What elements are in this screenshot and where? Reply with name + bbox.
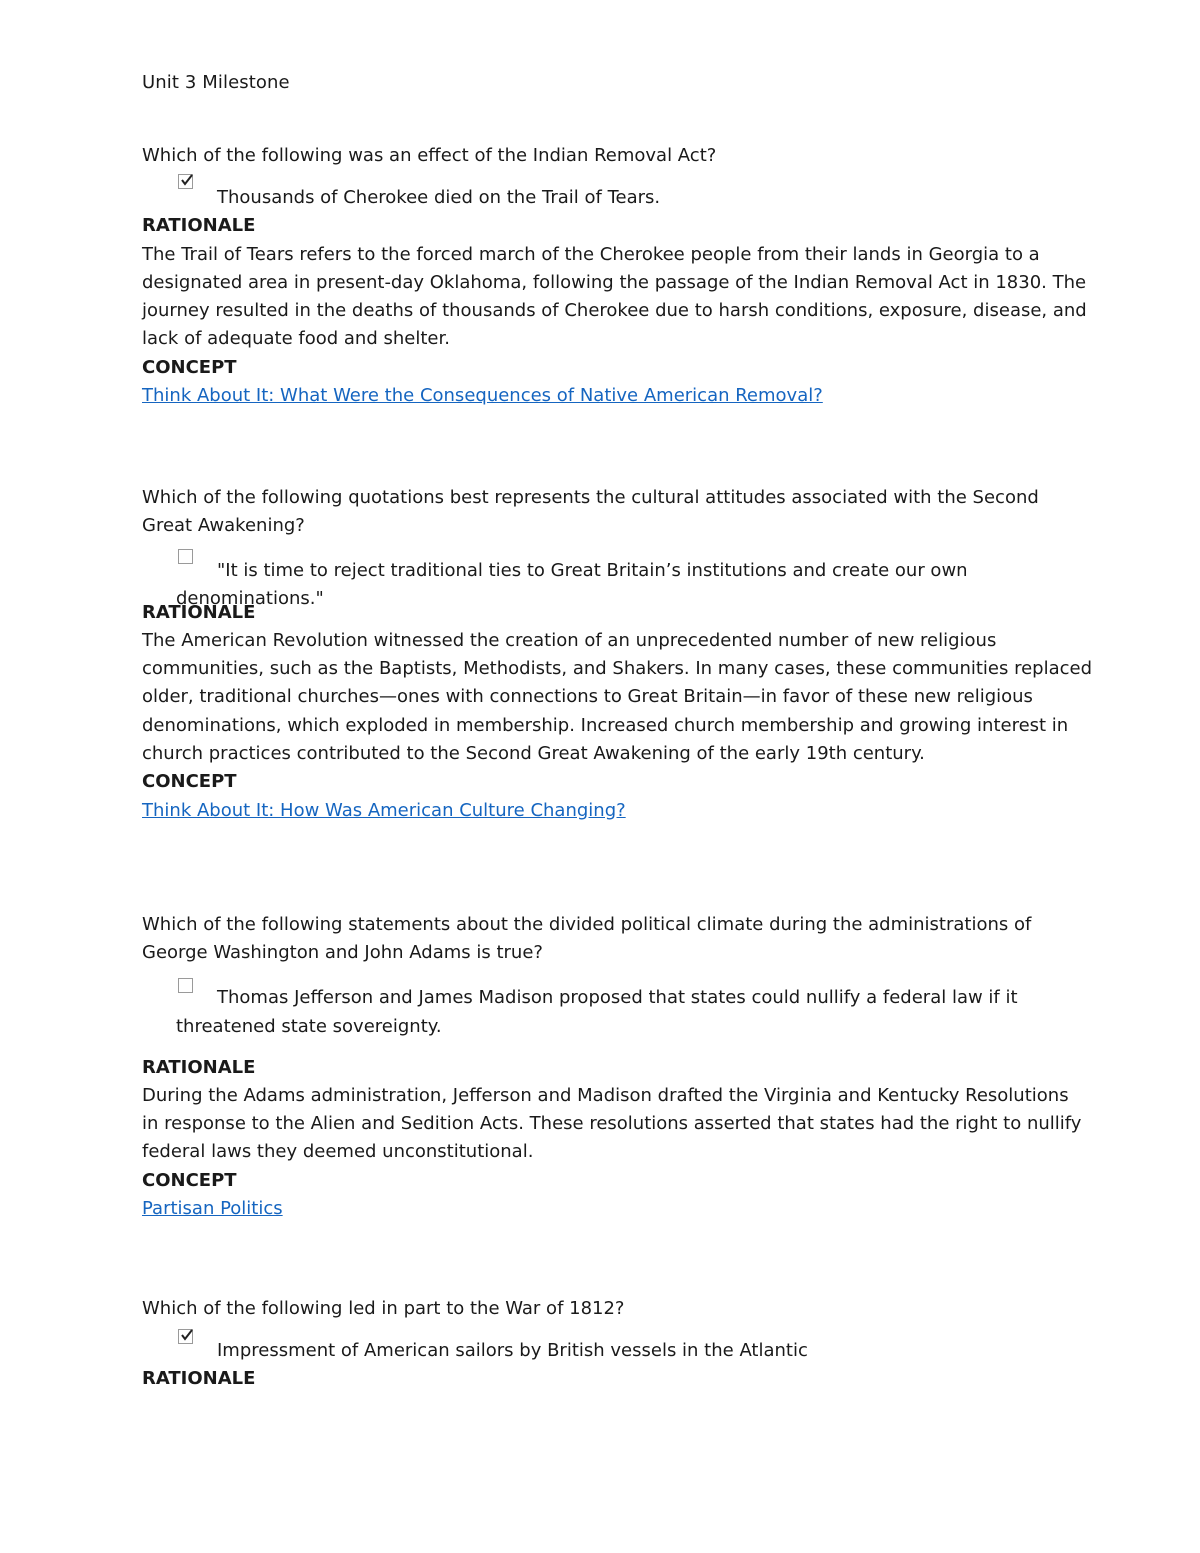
answer-text: Impressment of American sailors by British vessels in the Atlantic: [217, 1340, 808, 1362]
concept-link[interactable]: Partisan Politics: [142, 1198, 283, 1220]
concept-link[interactable]: Think About It: How Was American Culture Changing?: [142, 799, 626, 821]
question-block-1: [142, 142, 1087, 410]
checkbox-unchecked-icon[interactable]: [178, 978, 193, 993]
rationale-line: church practices contributed to the Second Great Awakening of the early 19th century.: [142, 743, 925, 765]
question-prompt-line: Which of the following was an effect of the Indian Removal Act?: [142, 145, 717, 166]
answer-text: Thomas Jefferson and James Madison proposed that states could nullify a federal law if it: [217, 986, 1018, 1008]
answer-text: denominations.": [176, 587, 324, 609]
checkbox-checked-icon[interactable]: [178, 1329, 193, 1344]
concept-label: CONCEPT: [142, 356, 237, 378]
answer-text: threatened state sovereignty.: [176, 1015, 442, 1037]
document-title: Unit 3 Milestone: [142, 72, 290, 93]
checkbox-unchecked-icon[interactable]: [178, 549, 193, 564]
rationale-line: The American Revolution witnessed the creation of an unprecedented number of new religious: [142, 629, 997, 651]
question-block-4: [142, 1295, 1062, 1394]
rationale-label: RATIONALE: [142, 601, 256, 623]
rationale-label: RATIONALE: [142, 215, 256, 237]
question-prompt-line: Great Awakening?: [142, 515, 305, 537]
checkbox-checked-icon[interactable]: [178, 174, 193, 189]
concept-link[interactable]: Think About It: What Were the Consequences of Native American Removal?: [142, 385, 823, 407]
concept-label: CONCEPT: [142, 771, 237, 793]
question-prompt-line: Which of the following led in part to the War of 1812?: [142, 1298, 625, 1319]
answer-text: Thousands of Cherokee died on the Trail of Tears.: [217, 187, 661, 209]
rationale-line: designated area in present-day Oklahoma, following the passage of the Indian Removal Act in 1830. The: [142, 271, 1087, 293]
rationale-line: in response to the Alien and Sedition Acts. These resolutions asserted that states had the right to nullify: [142, 1113, 1082, 1135]
rationale-line: denominations, which exploded in membership. Increased church membership and growing interest in: [142, 714, 1069, 736]
rationale-line: The Trail of Tears refers to the forced march of the Cherokee people from their lands in Georgia to a: [142, 243, 1040, 265]
answer-text: "It is time to reject traditional ties to Great Britain’s institutions and create our own: [217, 559, 968, 581]
answer-option: [142, 1323, 1062, 1362]
rationale-label: RATIONALE: [142, 1368, 256, 1390]
question-prompt-line: Which of the following statements about the divided political climate during the administrations of: [142, 914, 1032, 935]
answer-option: [142, 968, 1062, 1052]
rationale-line: older, traditional churches—ones with connections to Great Britain—in favor of these new religious: [142, 686, 1033, 708]
concept-label: CONCEPT: [142, 1169, 237, 1191]
rationale-line: During the Adams administration, Jefferson and Madison drafted the Virginia and Kentucky Resolutions: [142, 1084, 1069, 1106]
question-prompt-line: Which of the following quotations best represents the cultural attitudes associated with the Second: [142, 487, 1039, 508]
question-block-2: [142, 484, 1093, 825]
rationale-line: communities, such as the Baptists, Methodists, and Shakers. In many cases, these communities replaced: [142, 658, 1093, 680]
rationale-line: federal laws they deemed unconstitutional.: [142, 1141, 534, 1163]
answer-option: [142, 170, 1062, 209]
rationale-label: RATIONALE: [142, 1056, 256, 1078]
rationale-line: journey resulted in the deaths of thousands of Cherokee due to harsh conditions, exposure, disease, and: [142, 300, 1087, 322]
rationale-line: lack of adequate food and shelter.: [142, 328, 450, 350]
answer-option: [142, 541, 1062, 609]
question-prompt-line: George Washington and John Adams is true?: [142, 942, 543, 964]
question-block-3: [142, 911, 1082, 1223]
